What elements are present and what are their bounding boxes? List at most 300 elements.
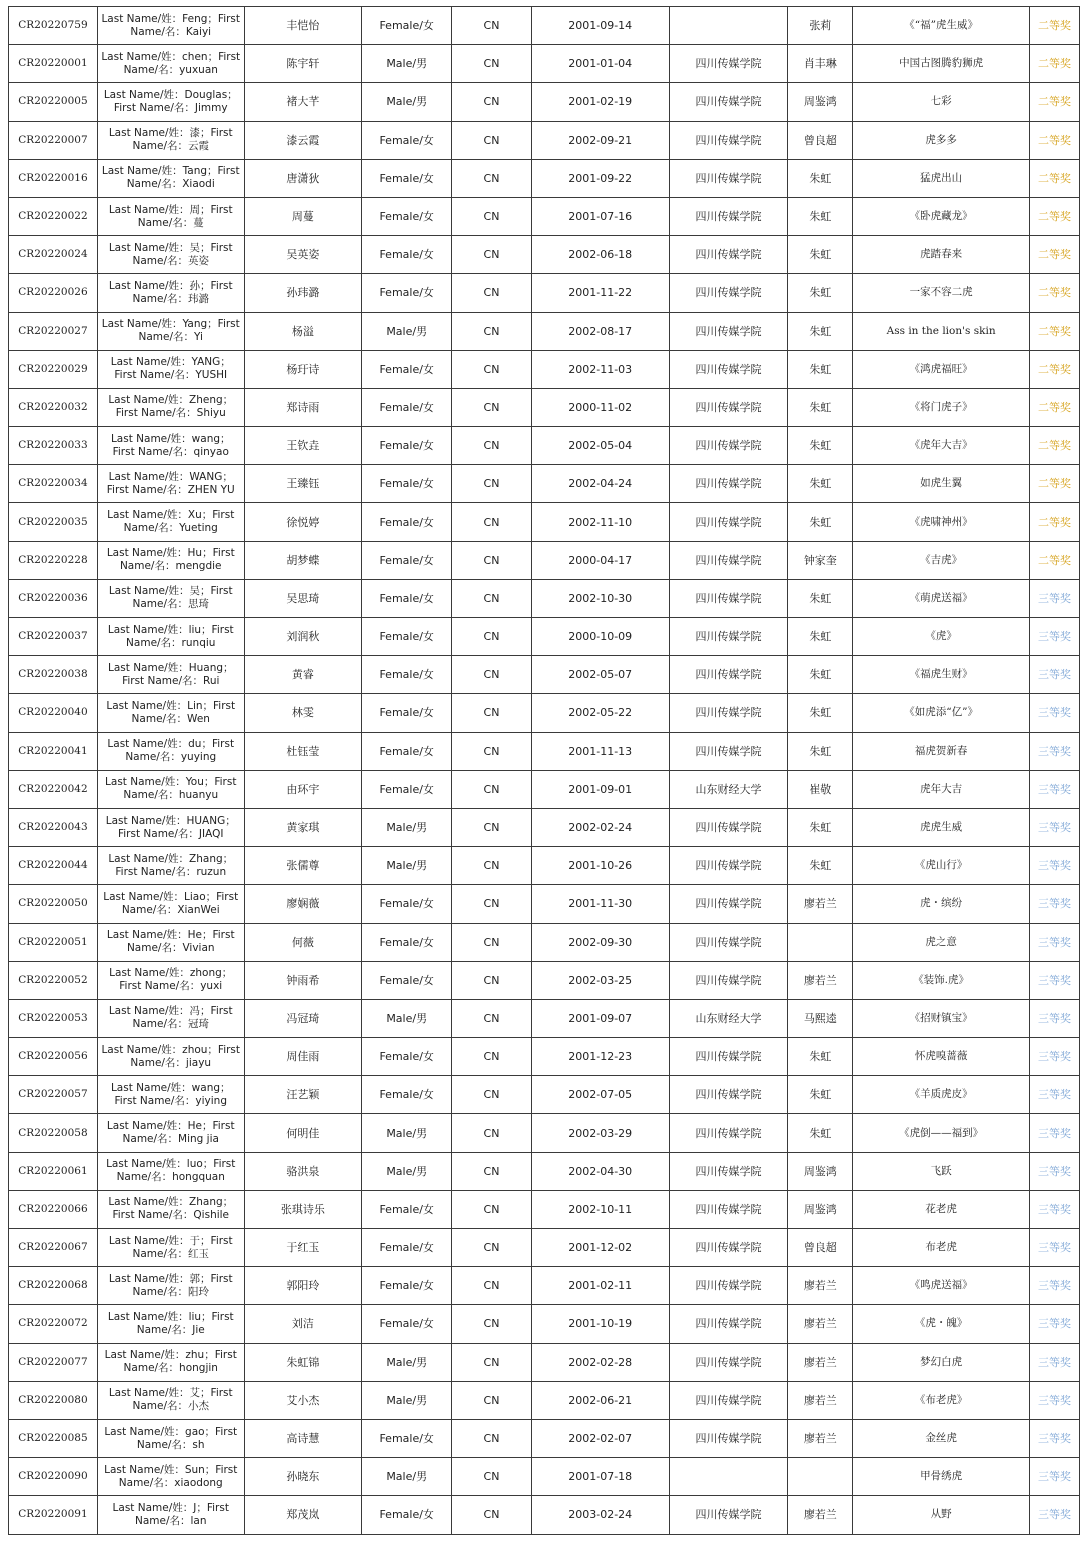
birth-date-cell: 2002-09-21 [531, 121, 669, 159]
teacher-cell: 廖若兰 [788, 1419, 853, 1457]
english-name-cell: Last Name/姓：吴；First Name/名：思琦 [97, 579, 244, 617]
birth-date-cell: 2001-09-14 [531, 7, 669, 45]
school-cell: 四川传媒学院 [669, 1305, 788, 1343]
entry-id-cell: CR20220040 [9, 694, 98, 732]
teacher-cell: 曾良超 [788, 121, 853, 159]
entry-id-cell: CR20220053 [9, 999, 98, 1037]
chinese-name-cell: 吴英姿 [244, 236, 362, 274]
nationality-cell: CN [452, 999, 532, 1037]
work-title-cell: 《布老虎》 [853, 1381, 1030, 1419]
english-name-cell: Last Name/姓：Zhang；First Name/名：ruzun [97, 847, 244, 885]
work-title-cell: 《虎年大吉》 [853, 427, 1030, 465]
gender-cell: Female/女 [362, 1419, 452, 1457]
chinese-name-cell: 郑诗雨 [244, 388, 362, 426]
work-title-cell: 福虎贺新春 [853, 732, 1030, 770]
work-title-cell: 《“福”虎生威》 [853, 7, 1030, 45]
work-title-cell: 《萌虎送福》 [853, 579, 1030, 617]
entry-id-cell: CR20220022 [9, 197, 98, 235]
award-cell: 二等奖 [1029, 274, 1079, 312]
school-cell [669, 7, 788, 45]
english-name-cell: Last Name/姓：chen；First Name/名：yuxuan [97, 45, 244, 83]
nationality-cell: CN [452, 45, 532, 83]
chinese-name-cell: 漆云霞 [244, 121, 362, 159]
table-row [9, 1152, 1080, 1190]
gender-cell: Female/女 [362, 656, 452, 694]
school-cell: 四川传媒学院 [669, 1229, 788, 1267]
teacher-cell: 朱虹 [788, 1038, 853, 1076]
chinese-name-cell: 黄睿 [244, 656, 362, 694]
birth-date-cell: 2002-07-05 [531, 1076, 669, 1114]
entry-id-cell: CR20220091 [9, 1496, 98, 1534]
teacher-cell: 马熙逵 [788, 999, 853, 1037]
work-title-cell: 猛虎出山 [853, 159, 1030, 197]
birth-date-cell: 2002-08-17 [531, 312, 669, 350]
birth-date-cell: 2001-11-13 [531, 732, 669, 770]
award-cell: 三等奖 [1029, 1190, 1079, 1228]
award-cell: 三等奖 [1029, 1458, 1079, 1496]
chinese-name-cell: 骆洪泉 [244, 1152, 362, 1190]
entry-id-cell: CR20220005 [9, 83, 98, 121]
chinese-name-cell: 由环宇 [244, 770, 362, 808]
table-row [9, 503, 1080, 541]
entry-id-cell: CR20220032 [9, 388, 98, 426]
gender-cell: Male/男 [362, 1152, 452, 1190]
nationality-cell: CN [452, 1190, 532, 1228]
work-title-cell: 怀虎嗅蔷薇 [853, 1038, 1030, 1076]
english-name-cell: Last Name/姓：zhong；First Name/名：yuxi [97, 961, 244, 999]
award-cell: 三等奖 [1029, 656, 1079, 694]
nationality-cell: CN [452, 770, 532, 808]
english-name-cell: Last Name/姓：冯；First Name/名：冠琦 [97, 999, 244, 1037]
birth-date-cell: 2002-05-07 [531, 656, 669, 694]
table-row [9, 236, 1080, 274]
school-cell: 山东财经大学 [669, 999, 788, 1037]
entry-id-cell: CR20220080 [9, 1381, 98, 1419]
english-name-cell: Last Name/姓：艾；First Name/名：小杰 [97, 1381, 244, 1419]
chinese-name-cell: 杨溢 [244, 312, 362, 350]
work-title-cell: 《虎》 [853, 618, 1030, 656]
award-cell: 二等奖 [1029, 236, 1079, 274]
entry-id-cell: CR20220037 [9, 618, 98, 656]
teacher-cell: 朱虹 [788, 312, 853, 350]
gender-cell: Female/女 [362, 694, 452, 732]
gender-cell: Female/女 [362, 770, 452, 808]
award-cell: 三等奖 [1029, 885, 1079, 923]
school-cell: 四川传媒学院 [669, 274, 788, 312]
entry-id-cell: CR20220057 [9, 1076, 98, 1114]
work-title-cell: 飞跃 [853, 1152, 1030, 1190]
chinese-name-cell: 杨玗诗 [244, 350, 362, 388]
birth-date-cell: 2002-02-24 [531, 808, 669, 846]
teacher-cell: 廖若兰 [788, 1496, 853, 1534]
table-row [9, 618, 1080, 656]
nationality-cell: CN [452, 923, 532, 961]
english-name-cell: Last Name/姓：Tang；First Name/名：Xiaodi [97, 159, 244, 197]
entry-id-cell: CR20220072 [9, 1305, 98, 1343]
teacher-cell: 钟家奎 [788, 541, 853, 579]
chinese-name-cell: 王钦垚 [244, 427, 362, 465]
award-cell: 三等奖 [1029, 1381, 1079, 1419]
english-name-cell: Last Name/姓：YANG；First Name/名：YUSHI [97, 350, 244, 388]
nationality-cell: CN [452, 1267, 532, 1305]
gender-cell: Female/女 [362, 1038, 452, 1076]
table-row [9, 847, 1080, 885]
teacher-cell: 朱虹 [788, 1076, 853, 1114]
nationality-cell: CN [452, 694, 532, 732]
birth-date-cell: 2001-09-01 [531, 770, 669, 808]
table-row [9, 427, 1080, 465]
award-cell: 三等奖 [1029, 1229, 1079, 1267]
table-row [9, 1419, 1080, 1457]
school-cell: 四川传媒学院 [669, 847, 788, 885]
entry-id-cell: CR20220001 [9, 45, 98, 83]
entry-id-cell: CR20220026 [9, 274, 98, 312]
nationality-cell: CN [452, 503, 532, 541]
entry-id-cell: CR20220077 [9, 1343, 98, 1381]
birth-date-cell: 2002-06-21 [531, 1381, 669, 1419]
birth-date-cell: 2002-02-07 [531, 1419, 669, 1457]
gender-cell: Female/女 [362, 121, 452, 159]
work-title-cell: 虎年大吉 [853, 770, 1030, 808]
entry-id-cell: CR20220228 [9, 541, 98, 579]
table-row [9, 388, 1080, 426]
birth-date-cell: 2001-09-22 [531, 159, 669, 197]
teacher-cell: 崔敬 [788, 770, 853, 808]
gender-cell: Male/男 [362, 999, 452, 1037]
entry-id-cell: CR20220033 [9, 427, 98, 465]
nationality-cell: CN [452, 1038, 532, 1076]
english-name-cell: Last Name/姓：Hu；First Name/名：mengdie [97, 541, 244, 579]
work-title-cell: 《虎啸神州》 [853, 503, 1030, 541]
award-cell: 三等奖 [1029, 579, 1079, 617]
entry-id-cell: CR20220067 [9, 1229, 98, 1267]
school-cell: 四川传媒学院 [669, 236, 788, 274]
birth-date-cell: 2001-10-26 [531, 847, 669, 885]
chinese-name-cell: 褚大芊 [244, 83, 362, 121]
gender-cell: Female/女 [362, 923, 452, 961]
teacher-cell: 周鉴鸿 [788, 1190, 853, 1228]
school-cell: 四川传媒学院 [669, 121, 788, 159]
work-title-cell: 《招财镇宝》 [853, 999, 1030, 1037]
entry-id-cell: CR20220044 [9, 847, 98, 885]
gender-cell: Female/女 [362, 274, 452, 312]
work-title-cell: 如虎生翼 [853, 465, 1030, 503]
chinese-name-cell: 王臻钰 [244, 465, 362, 503]
gender-cell: Female/女 [362, 618, 452, 656]
work-title-cell: 一家不容二虎 [853, 274, 1030, 312]
english-name-cell: Last Name/姓：Yang；First Name/名：Yi [97, 312, 244, 350]
award-cell: 二等奖 [1029, 427, 1079, 465]
gender-cell: Male/男 [362, 45, 452, 83]
award-cell: 二等奖 [1029, 7, 1079, 45]
gender-cell: Female/女 [362, 541, 452, 579]
table-row [9, 1038, 1080, 1076]
gender-cell: Male/男 [362, 1114, 452, 1152]
teacher-cell: 朱虹 [788, 388, 853, 426]
school-cell: 四川传媒学院 [669, 961, 788, 999]
english-name-cell: Last Name/姓：于；First Name/名：红玉 [97, 1229, 244, 1267]
chinese-name-cell: 汪艺颖 [244, 1076, 362, 1114]
chinese-name-cell: 吴思琦 [244, 579, 362, 617]
birth-date-cell: 2002-09-30 [531, 923, 669, 961]
chinese-name-cell: 胡梦蝶 [244, 541, 362, 579]
work-title-cell: 《鸿虎福旺》 [853, 350, 1030, 388]
english-name-cell: Last Name/姓：郭；First Name/名：阳玲 [97, 1267, 244, 1305]
english-name-cell: Last Name/姓：zhu；First Name/名：hongjin [97, 1343, 244, 1381]
gender-cell: Female/女 [362, 1267, 452, 1305]
english-name-cell: Last Name/姓：Sun；First Name/名：xiaodong [97, 1458, 244, 1496]
birth-date-cell: 2001-10-19 [531, 1305, 669, 1343]
work-title-cell: 七彩 [853, 83, 1030, 121]
table-row [9, 7, 1080, 45]
english-name-cell: Last Name/姓：Zheng；First Name/名：Shiyu [97, 388, 244, 426]
entry-id-cell: CR20220051 [9, 923, 98, 961]
table-row [9, 961, 1080, 999]
award-cell: 三等奖 [1029, 808, 1079, 846]
school-cell: 四川传媒学院 [669, 1152, 788, 1190]
chinese-name-cell: 高诗慧 [244, 1419, 362, 1457]
entry-id-cell: CR20220050 [9, 885, 98, 923]
english-name-cell: Last Name/姓：Xu；First Name/名：Yueting [97, 503, 244, 541]
birth-date-cell: 2001-11-22 [531, 274, 669, 312]
teacher-cell: 朱虹 [788, 618, 853, 656]
gender-cell: Female/女 [362, 236, 452, 274]
teacher-cell: 朱虹 [788, 579, 853, 617]
nationality-cell: CN [452, 1305, 532, 1343]
school-cell: 四川传媒学院 [669, 923, 788, 961]
award-cell: 二等奖 [1029, 121, 1079, 159]
award-cell: 二等奖 [1029, 350, 1079, 388]
gender-cell: Female/女 [362, 427, 452, 465]
school-cell: 四川传媒学院 [669, 1343, 788, 1381]
entry-id-cell: CR20220036 [9, 579, 98, 617]
work-title-cell: 《虎倒——福到》 [853, 1114, 1030, 1152]
chinese-name-cell: 杜钰莹 [244, 732, 362, 770]
school-cell: 山东财经大学 [669, 770, 788, 808]
chinese-name-cell: 于红玉 [244, 1229, 362, 1267]
award-cell: 三等奖 [1029, 923, 1079, 961]
teacher-cell: 肖丰琳 [788, 45, 853, 83]
birth-date-cell: 2002-04-30 [531, 1152, 669, 1190]
gender-cell: Female/女 [362, 1076, 452, 1114]
english-name-cell: Last Name/姓：liu；First Name/名：Jie [97, 1305, 244, 1343]
gender-cell: Female/女 [362, 579, 452, 617]
chinese-name-cell: 周蔓 [244, 197, 362, 235]
chinese-name-cell: 周佳雨 [244, 1038, 362, 1076]
award-cell: 二等奖 [1029, 45, 1079, 83]
gender-cell: Male/男 [362, 1381, 452, 1419]
table-row [9, 1305, 1080, 1343]
gender-cell: Female/女 [362, 197, 452, 235]
work-title-cell: 梦幻白虎 [853, 1343, 1030, 1381]
table-row [9, 732, 1080, 770]
teacher-cell: 廖若兰 [788, 1267, 853, 1305]
table-row [9, 121, 1080, 159]
school-cell: 四川传媒学院 [669, 656, 788, 694]
work-title-cell: 《福虎生财》 [853, 656, 1030, 694]
work-title-cell: 虎多多 [853, 121, 1030, 159]
teacher-cell [788, 923, 853, 961]
work-title-cell: 虎虎生威 [853, 808, 1030, 846]
nationality-cell: CN [452, 618, 532, 656]
award-cell: 二等奖 [1029, 503, 1079, 541]
english-name-cell: Last Name/姓：Liao；First Name/名：XianWei [97, 885, 244, 923]
teacher-cell: 朱虹 [788, 159, 853, 197]
nationality-cell: CN [452, 465, 532, 503]
nationality-cell: CN [452, 312, 532, 350]
award-cell: 三等奖 [1029, 770, 1079, 808]
school-cell: 四川传媒学院 [669, 618, 788, 656]
award-cell: 三等奖 [1029, 1305, 1079, 1343]
entry-id-cell: CR20220041 [9, 732, 98, 770]
award-cell: 三等奖 [1029, 732, 1079, 770]
english-name-cell: Last Name/姓：du；First Name/名：yuying [97, 732, 244, 770]
entry-id-cell: CR20220024 [9, 236, 98, 274]
nationality-cell: CN [452, 1458, 532, 1496]
chinese-name-cell: 孙玮潞 [244, 274, 362, 312]
english-name-cell: Last Name/姓：漆；First Name/名：云霞 [97, 121, 244, 159]
teacher-cell: 朱虹 [788, 656, 853, 694]
gender-cell: Female/女 [362, 465, 452, 503]
gender-cell: Male/男 [362, 1343, 452, 1381]
entry-id-cell: CR20220007 [9, 121, 98, 159]
table-row [9, 999, 1080, 1037]
entry-id-cell: CR20220058 [9, 1114, 98, 1152]
nationality-cell: CN [452, 350, 532, 388]
table-row [9, 274, 1080, 312]
award-cell: 三等奖 [1029, 961, 1079, 999]
chinese-name-cell: 陈宇轩 [244, 45, 362, 83]
entry-id-cell: CR20220066 [9, 1190, 98, 1228]
table-row [9, 808, 1080, 846]
award-cell: 三等奖 [1029, 1343, 1079, 1381]
gender-cell: Female/女 [362, 159, 452, 197]
english-name-cell: Last Name/姓：wang；First Name/名：qinyao [97, 427, 244, 465]
nationality-cell: CN [452, 541, 532, 579]
birth-date-cell: 2001-02-11 [531, 1267, 669, 1305]
birth-date-cell: 2002-06-18 [531, 236, 669, 274]
school-cell: 四川传媒学院 [669, 1076, 788, 1114]
chinese-name-cell: 唐潇狄 [244, 159, 362, 197]
nationality-cell: CN [452, 847, 532, 885]
teacher-cell: 周鉴鸿 [788, 1152, 853, 1190]
nationality-cell: CN [452, 656, 532, 694]
school-cell: 四川传媒学院 [669, 732, 788, 770]
award-cell: 二等奖 [1029, 159, 1079, 197]
teacher-cell: 朱虹 [788, 465, 853, 503]
birth-date-cell: 2002-11-03 [531, 350, 669, 388]
english-name-cell: Last Name/姓：gao；First Name/名：sh [97, 1419, 244, 1457]
teacher-cell: 朱虹 [788, 274, 853, 312]
birth-date-cell: 2003-02-24 [531, 1496, 669, 1534]
teacher-cell: 朱虹 [788, 236, 853, 274]
gender-cell: Female/女 [362, 1229, 452, 1267]
table-row [9, 197, 1080, 235]
birth-date-cell: 2002-11-10 [531, 503, 669, 541]
school-cell: 四川传媒学院 [669, 350, 788, 388]
entry-id-cell: CR20220061 [9, 1152, 98, 1190]
english-name-cell: Last Name/姓：Douglas；First Name/名：Jimmy [97, 83, 244, 121]
work-title-cell: 花老虎 [853, 1190, 1030, 1228]
table-row [9, 1343, 1080, 1381]
gender-cell: Male/男 [362, 847, 452, 885]
school-cell: 四川传媒学院 [669, 1267, 788, 1305]
work-title-cell: 从野 [853, 1496, 1030, 1534]
birth-date-cell: 2001-07-16 [531, 197, 669, 235]
teacher-cell: 廖若兰 [788, 961, 853, 999]
birth-date-cell: 2000-10-09 [531, 618, 669, 656]
birth-date-cell: 2001-12-02 [531, 1229, 669, 1267]
english-name-cell: Last Name/姓：孙；First Name/名：玮潞 [97, 274, 244, 312]
award-cell: 三等奖 [1029, 1114, 1079, 1152]
chinese-name-cell: 黄家琪 [244, 808, 362, 846]
nationality-cell: CN [452, 7, 532, 45]
work-title-cell: 《卧虎藏龙》 [853, 197, 1030, 235]
table-body [9, 7, 1080, 1535]
chinese-name-cell: 林雯 [244, 694, 362, 732]
birth-date-cell: 2002-10-11 [531, 1190, 669, 1228]
chinese-name-cell: 郑茂岚 [244, 1496, 362, 1534]
entry-id-cell: CR20220056 [9, 1038, 98, 1076]
work-title-cell: 金丝虎 [853, 1419, 1030, 1457]
nationality-cell: CN [452, 1152, 532, 1190]
school-cell: 四川传媒学院 [669, 1190, 788, 1228]
nationality-cell: CN [452, 1496, 532, 1534]
nationality-cell: CN [452, 885, 532, 923]
school-cell: 四川传媒学院 [669, 808, 788, 846]
award-cell: 三等奖 [1029, 1267, 1079, 1305]
entry-id-cell: CR20220052 [9, 961, 98, 999]
table-row [9, 1076, 1080, 1114]
english-name-cell: Last Name/姓：liu；First Name/名：runqiu [97, 618, 244, 656]
work-title-cell: 布老虎 [853, 1229, 1030, 1267]
chinese-name-cell: 张儒尊 [244, 847, 362, 885]
nationality-cell: CN [452, 1381, 532, 1419]
school-cell: 四川传媒学院 [669, 694, 788, 732]
award-cell: 三等奖 [1029, 999, 1079, 1037]
birth-date-cell: 2001-01-04 [531, 45, 669, 83]
chinese-name-cell: 刘洁 [244, 1305, 362, 1343]
table-row [9, 312, 1080, 350]
nationality-cell: CN [452, 1076, 532, 1114]
school-cell: 四川传媒学院 [669, 197, 788, 235]
nationality-cell: CN [452, 121, 532, 159]
work-title-cell: 《装饰.虎》 [853, 961, 1030, 999]
teacher-cell: 廖若兰 [788, 1381, 853, 1419]
winners-table [8, 6, 1080, 1535]
english-name-cell: Last Name/姓：HUANG；First Name/名：JIAQI [97, 808, 244, 846]
gender-cell: Female/女 [362, 732, 452, 770]
school-cell: 四川传媒学院 [669, 465, 788, 503]
chinese-name-cell: 廖娴薇 [244, 885, 362, 923]
nationality-cell: CN [452, 808, 532, 846]
work-title-cell: 虎踏春来 [853, 236, 1030, 274]
gender-cell: Male/男 [362, 312, 452, 350]
chinese-name-cell: 何明佳 [244, 1114, 362, 1152]
entry-id-cell: CR20220085 [9, 1419, 98, 1457]
nationality-cell: CN [452, 1229, 532, 1267]
entry-id-cell: CR20220038 [9, 656, 98, 694]
table-row [9, 1496, 1080, 1534]
chinese-name-cell: 郭阳玲 [244, 1267, 362, 1305]
award-cell: 三等奖 [1029, 618, 1079, 656]
teacher-cell: 廖若兰 [788, 1343, 853, 1381]
birth-date-cell: 2002-10-30 [531, 579, 669, 617]
entry-id-cell: CR20220042 [9, 770, 98, 808]
school-cell [669, 1458, 788, 1496]
chinese-name-cell: 丰恺怡 [244, 7, 362, 45]
teacher-cell [788, 1458, 853, 1496]
